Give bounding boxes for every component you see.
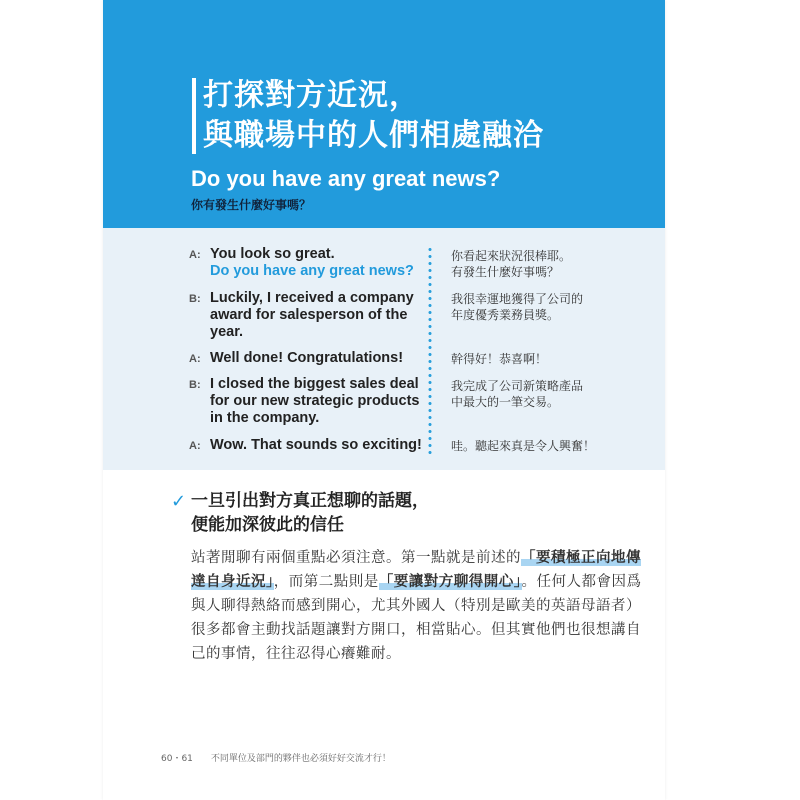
chinese-text: 我很幸運地獲得了公司的 [451, 292, 584, 306]
page-footer [161, 751, 409, 764]
english-line [210, 246, 425, 280]
title-accent-bar [192, 78, 196, 154]
english-text: Well done! Congratulations! [210, 350, 404, 366]
chinese-text: 年度優秀業務員獎。 [451, 308, 560, 322]
title-line: 打探對方近況， [203, 78, 420, 113]
chinese-text: 哇。聽起來真是令人興奮！ [451, 439, 596, 453]
check-icon: ✓ [171, 491, 187, 512]
speaker-label: B: [189, 379, 201, 391]
chinese-line [451, 351, 547, 367]
chinese-text: 幹得好！恭喜啊！ [451, 352, 548, 366]
highlighted-text: 「要積極正向地傳達自身近況」 [191, 549, 641, 590]
chinese-phrase-subtitle: 你有發生什麼好事嗎？ [191, 198, 312, 212]
chinese-text: 有發生什麼好事嗎？ [451, 265, 560, 279]
header-banner [103, 0, 665, 228]
body-text: 站著閒聊有兩個重點必須注意。第一點就是前述的 [191, 550, 521, 566]
speaker-label: A: [189, 353, 201, 365]
chinese-line [451, 438, 595, 454]
speaker-label: A: [189, 249, 201, 261]
body-paragraph [191, 546, 651, 666]
page-numbers: 60・61 [161, 754, 193, 764]
dotted-divider [428, 246, 432, 456]
english-highlight-text: Do you have any great news? [210, 263, 414, 279]
chinese-line [451, 291, 583, 323]
heading-line: 一旦引出對方真正想聊的話題， [191, 491, 429, 511]
heading-line: 便能加深彼此的信任 [191, 515, 344, 535]
english-text: I closed the biggest sales deal for our new strategic products in the company. [210, 376, 420, 426]
english-text: You look so great. [210, 246, 335, 262]
speaker-label: A: [189, 440, 201, 452]
chinese-line [451, 248, 571, 280]
english-text: Wow. That sounds so exciting! [210, 437, 422, 453]
section-heading [191, 489, 429, 537]
title-line: 與職場中的人們相處融洽 [203, 118, 544, 153]
body-text: 。任何人都會因爲與人聊得熱絡而感到開心，尤其外國人（特別是歐美的英語母語者）很多都會主動找話題讓對方開口，相當貼心。但其實他們也很想講自己的事情，往往忍得心癢難耐。 [191, 574, 642, 662]
page-title [203, 76, 544, 156]
running-footer-text: 不同單位及部門的夥伴也必須好好交流才行！ [210, 754, 391, 764]
chinese-text: 中最大的一筆交易。 [451, 395, 560, 409]
english-text: Luckily, I received a company award for salesperson of the year. [210, 290, 414, 340]
speaker-label: B: [189, 293, 201, 305]
highlighted-text: 「要讓對方聊得開心」 [378, 573, 522, 590]
english-phrase-title: Do you have any great news? [191, 166, 501, 191]
body-text: ，而第二點則是 [273, 574, 379, 590]
book-page [103, 0, 665, 800]
chinese-line [451, 378, 583, 410]
chinese-text: 我完成了公司新策略產品 [451, 379, 584, 393]
chinese-text: 你看起來狀況很棒耶。 [451, 249, 572, 263]
